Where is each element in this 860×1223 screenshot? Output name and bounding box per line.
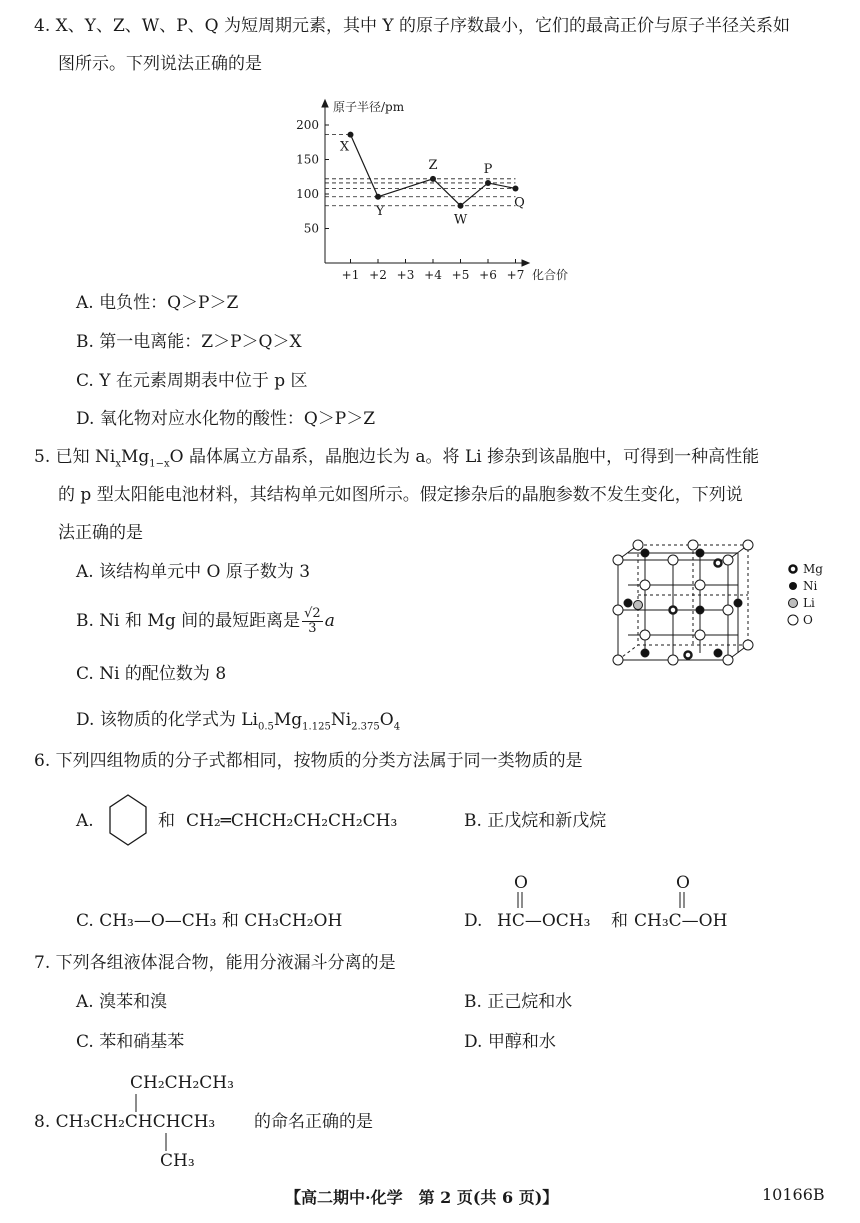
q6-option-d-formula2: CH₃C—OH [634,911,728,931]
q4-stem-line1: 4. X、Y、Z、W、P、Q 为短周期元素，其中 Y 的原子序数最小，它们的最高正价与原子半径关系如 [34,16,791,36]
q8-branch-top: CH₂CH₂CH₃ [130,1073,234,1093]
point-label: W [453,212,468,228]
q6-stem: 6. 下列四组物质的分子式都相同，按物质的分类方法属于同一类物质的是 [34,751,583,771]
q4-option-d: D. 氧化物对应水化物的酸性：Q＞P＞Z [76,409,376,429]
sqrt2-over-3-fraction [302,607,323,636]
ni-atom-icon [787,580,799,592]
subscript: 2.375 [351,721,380,733]
radius-valence-chart [290,95,590,285]
q5-option-d [76,709,400,738]
q5-option-b-text: B. Ni 和 Mg 间的最短距离是 [76,611,301,631]
q5-stem-part: Mg [120,447,150,467]
subscript: 0.5 [257,721,274,733]
x-axis-label: 化合价 [532,268,569,282]
data-point-y [375,194,381,200]
q5-option-b [76,607,335,636]
q7-option-b: B. 正己烷和水 [464,992,573,1012]
q5-option-d-text: D. 该物质的化学式为 Li [76,710,258,730]
bond-line [134,1094,138,1112]
y-axis-label: 原子半径/pm [333,100,405,114]
q4-option-b: B. 第一电离能：Z＞P＞Q＞X [76,332,302,352]
y-axis-arrow [322,100,328,107]
x-axis-arrow [522,260,529,266]
double-bond-mark [515,892,525,908]
q5-stem-part: 5. 已知 Ni [34,447,116,467]
x-tick-label: +7 [506,268,525,282]
y-tick-label: 200 [296,118,319,132]
q6-option-a-and: 和 [158,811,175,831]
point-label: P [483,161,493,177]
subscript: 1.125 [302,721,331,733]
data-point-z [430,176,436,182]
cyclohexane-ring [106,792,150,848]
data-point-p [485,180,491,186]
legend-li [787,594,847,611]
q6-option-a-label: A. [76,811,94,831]
legend-label: Mg [803,561,823,576]
page-footer: 【高二期中·化学 第 2 页(共 6 页)】 [285,1188,559,1207]
li-atom-icon [787,597,799,609]
fraction-denominator: 3 [308,621,317,636]
q6-option-b: B. 正戊烷和新戊烷 [464,811,607,831]
data-point-w [458,203,464,209]
x-tick-label: +4 [424,268,442,282]
x-tick-label: +5 [451,268,470,282]
y-tick-label: 50 [303,221,319,236]
fraction-numerator: √2 [304,606,321,621]
q8-suffix: 的命名正确的是 [254,1112,373,1132]
q7-option-d: D. 甲醇和水 [464,1032,556,1052]
q6-option-d-formula1: HC—OCH₃ [497,911,591,931]
q4-option-a: A. 电负性：Q＞P＞Z [76,293,239,313]
point-label: Q [514,195,525,211]
double-bond-mark [677,892,687,908]
x-tick-label: +6 [479,268,497,282]
carbonyl-o: O [676,873,690,893]
q5-option-a: A. 该结构单元中 O 原子数为 3 [76,562,311,582]
crystal-legend [787,560,847,628]
q5-sub-x: x [115,458,121,470]
x-tick-label: +1 [341,268,360,282]
legend-mg [787,560,847,577]
legend-o [787,611,847,628]
bond-line [164,1133,168,1151]
point-label: X [339,139,350,155]
point-label: Z [428,157,438,173]
exam-code: 10166B [762,1185,825,1204]
data-point-x [348,132,354,138]
q6-option-a-formula: CH₂═CHCH₂CH₂CH₂CH₃ [186,811,398,831]
subscript: 4 [393,721,401,733]
y-tick-label: 100 [296,187,319,201]
crystal-structure-figure [608,535,778,670]
q6-option-d-label: D. [464,911,483,931]
legend-label: O [803,612,813,627]
q7-stem: 7. 下列各组液体混合物，能用分液漏斗分离的是 [34,953,396,973]
data-point-q [513,185,519,191]
q7-option-c: C. 苯和硝基苯 [76,1032,185,1052]
legend-label: Li [803,595,815,610]
q4-stem-line2: 图所示。下列说法正确的是 [58,54,262,74]
q5-stem-line3: 法正确的是 [58,523,143,543]
element-o: O [379,710,394,730]
q5-option-c: C. Ni 的配位数为 8 [76,664,227,684]
q5-stem-line1 [34,446,759,475]
y-tick-label: 150 [296,152,319,167]
q5-stem-line2: 的 p 型太阳能电池材料，其结构单元如图所示。假定掺杂后的晶胞参数不发生变化，下列说 [58,485,743,505]
mg-atom-icon [787,563,799,575]
q6-option-c: C. CH₃—O—CH₃ 和 CH₃CH₂OH [76,911,343,931]
q4-option-c: C. Y 在元素周期表中位于 p 区 [76,371,308,391]
x-tick-label: +2 [369,268,387,282]
carbonyl-o: O [514,873,528,893]
q5-stem-part: O 晶体属立方晶系，晶胞边长为 a。将 Li 掺杂到该晶胞中，可得到一种高性能 [169,447,760,467]
q7-option-a: A. 溴苯和溴 [76,992,168,1012]
q8-branch-bottom: CH₃ [160,1151,195,1171]
element-mg: Mg [273,710,303,730]
q6-option-d-and: 和 [611,911,628,931]
x-tick-label: +3 [396,268,415,282]
q8-main-chain: 8. CH₃CH₂CHCHCH₃ [34,1112,216,1132]
legend-label: Ni [803,578,818,593]
q5-sub-1x: 1−x [149,458,170,470]
legend-ni [787,577,847,594]
element-ni: Ni [330,710,352,730]
o-atom-icon [787,614,799,626]
point-label: Y [375,203,385,219]
q5-option-b-a: a [324,611,335,631]
